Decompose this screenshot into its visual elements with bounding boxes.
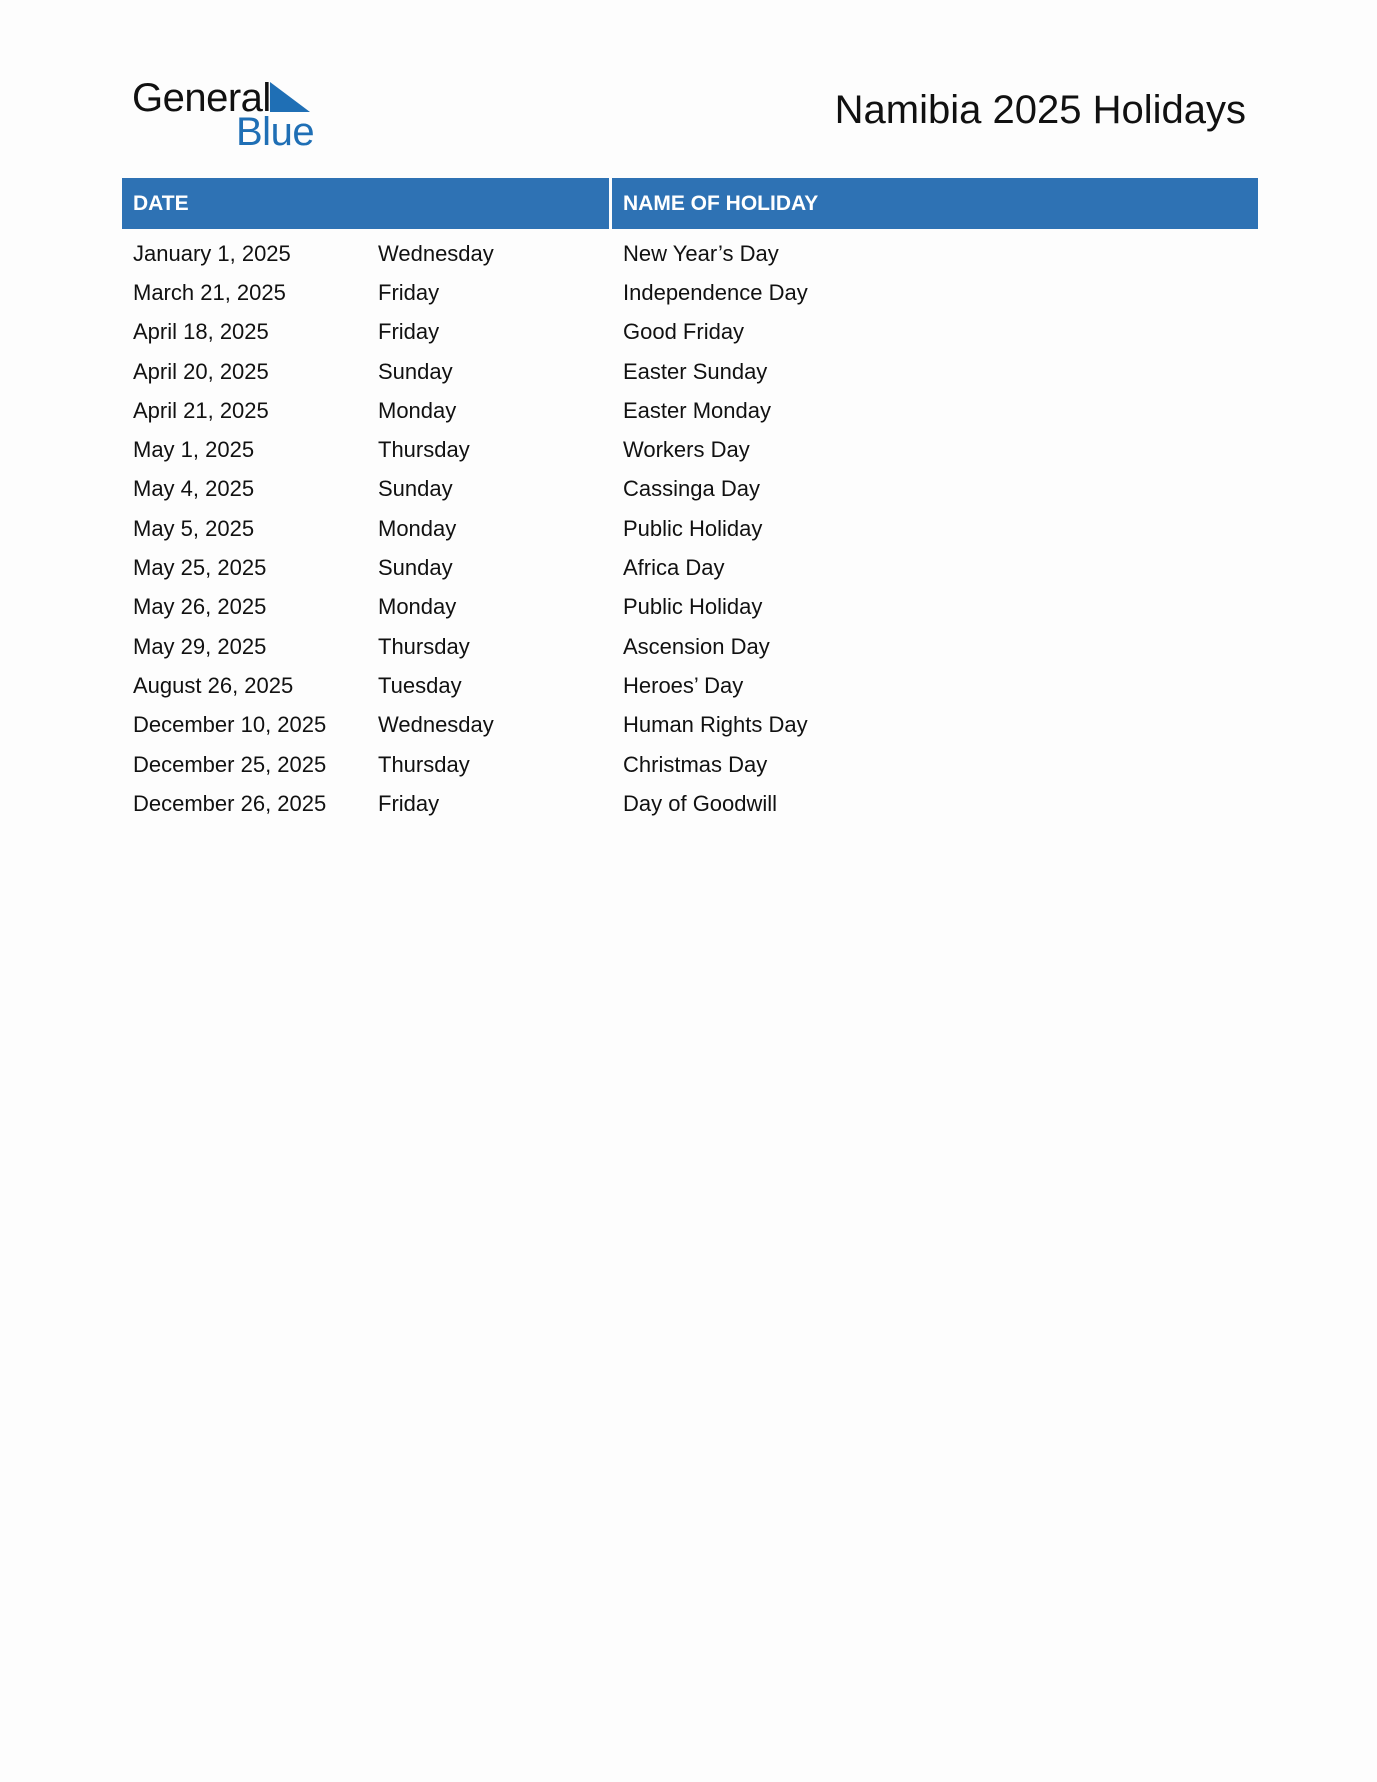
holiday-name: Heroes’ Day	[623, 672, 744, 698]
page-title: Namibia 2025 Holidays	[834, 88, 1246, 132]
holiday-weekday: Tuesday	[378, 672, 462, 698]
holiday-name: Christmas Day	[623, 751, 768, 777]
generalblue-logo	[132, 76, 332, 152]
table-header	[122, 178, 1258, 229]
holiday-date: April 18, 2025	[133, 319, 269, 345]
holiday-weekday: Monday	[378, 594, 457, 620]
holiday-weekday: Friday	[378, 279, 440, 305]
holiday-name: Human Rights Day	[623, 712, 808, 738]
holiday-date: December 10, 2025	[133, 712, 327, 738]
table-row	[122, 470, 1258, 509]
holiday-date: December 25, 2025	[133, 751, 327, 777]
column-header-date: DATE	[122, 178, 609, 229]
table-row	[122, 273, 1258, 312]
holiday-weekday: Monday	[378, 397, 457, 423]
holiday-date: August 26, 2025	[133, 672, 294, 698]
holiday-date: May 4, 2025	[133, 476, 255, 502]
table-row	[122, 352, 1258, 391]
column-header-name: NAME OF HOLIDAY	[612, 178, 1258, 229]
holiday-date: March 21, 2025	[133, 279, 286, 305]
holiday-weekday: Wednesday	[378, 712, 494, 738]
table-row	[122, 588, 1258, 627]
holiday-weekday: Friday	[378, 790, 440, 816]
holiday-name: Day of Goodwill	[623, 790, 778, 816]
holiday-name: Cassinga Day	[623, 476, 760, 502]
holiday-name: Independence Day	[623, 279, 808, 305]
table-row	[122, 391, 1258, 430]
table-row	[122, 234, 1258, 273]
holiday-weekday: Thursday	[378, 437, 470, 463]
table-body	[122, 234, 1258, 823]
logo-text-general: General	[132, 76, 271, 120]
table-row	[122, 666, 1258, 705]
holiday-name: Easter Monday	[623, 397, 771, 423]
holiday-date: May 25, 2025	[133, 555, 267, 581]
holiday-weekday: Sunday	[378, 358, 453, 384]
table-row	[122, 627, 1258, 666]
holiday-weekday: Thursday	[378, 633, 470, 659]
holiday-name: Africa Day	[623, 555, 725, 581]
logo-text-blue: Blue	[236, 110, 315, 154]
holiday-date: May 26, 2025	[133, 594, 267, 620]
holiday-weekday: Monday	[378, 515, 457, 541]
table-row	[122, 745, 1258, 784]
holiday-weekday: Wednesday	[378, 240, 494, 266]
holiday-date: May 29, 2025	[133, 633, 267, 659]
holiday-weekday: Thursday	[378, 751, 470, 777]
holiday-name: Easter Sunday	[623, 358, 768, 384]
holiday-name: Good Friday	[623, 319, 745, 345]
holiday-date: April 20, 2025	[133, 358, 269, 384]
table-row	[122, 509, 1258, 548]
holiday-weekday: Sunday	[378, 476, 453, 502]
holiday-date: April 21, 2025	[133, 397, 269, 423]
logo-triangle-icon	[270, 82, 310, 112]
table-row	[122, 548, 1258, 587]
holiday-weekday: Sunday	[378, 555, 453, 581]
table-row	[122, 430, 1258, 469]
holiday-name: New Year’s Day	[623, 240, 779, 266]
holiday-name: Ascension Day	[623, 633, 770, 659]
holiday-date: May 5, 2025	[133, 515, 255, 541]
holiday-weekday: Friday	[378, 319, 440, 345]
holiday-table	[122, 178, 1258, 823]
table-row	[122, 313, 1258, 352]
holiday-name: Workers Day	[623, 437, 750, 463]
table-row	[122, 784, 1258, 823]
holiday-date: January 1, 2025	[133, 240, 291, 266]
table-row	[122, 706, 1258, 745]
holiday-name: Public Holiday	[623, 594, 763, 620]
holiday-date: May 1, 2025	[133, 437, 255, 463]
holiday-name: Public Holiday	[623, 515, 763, 541]
holiday-date: December 26, 2025	[133, 790, 327, 816]
